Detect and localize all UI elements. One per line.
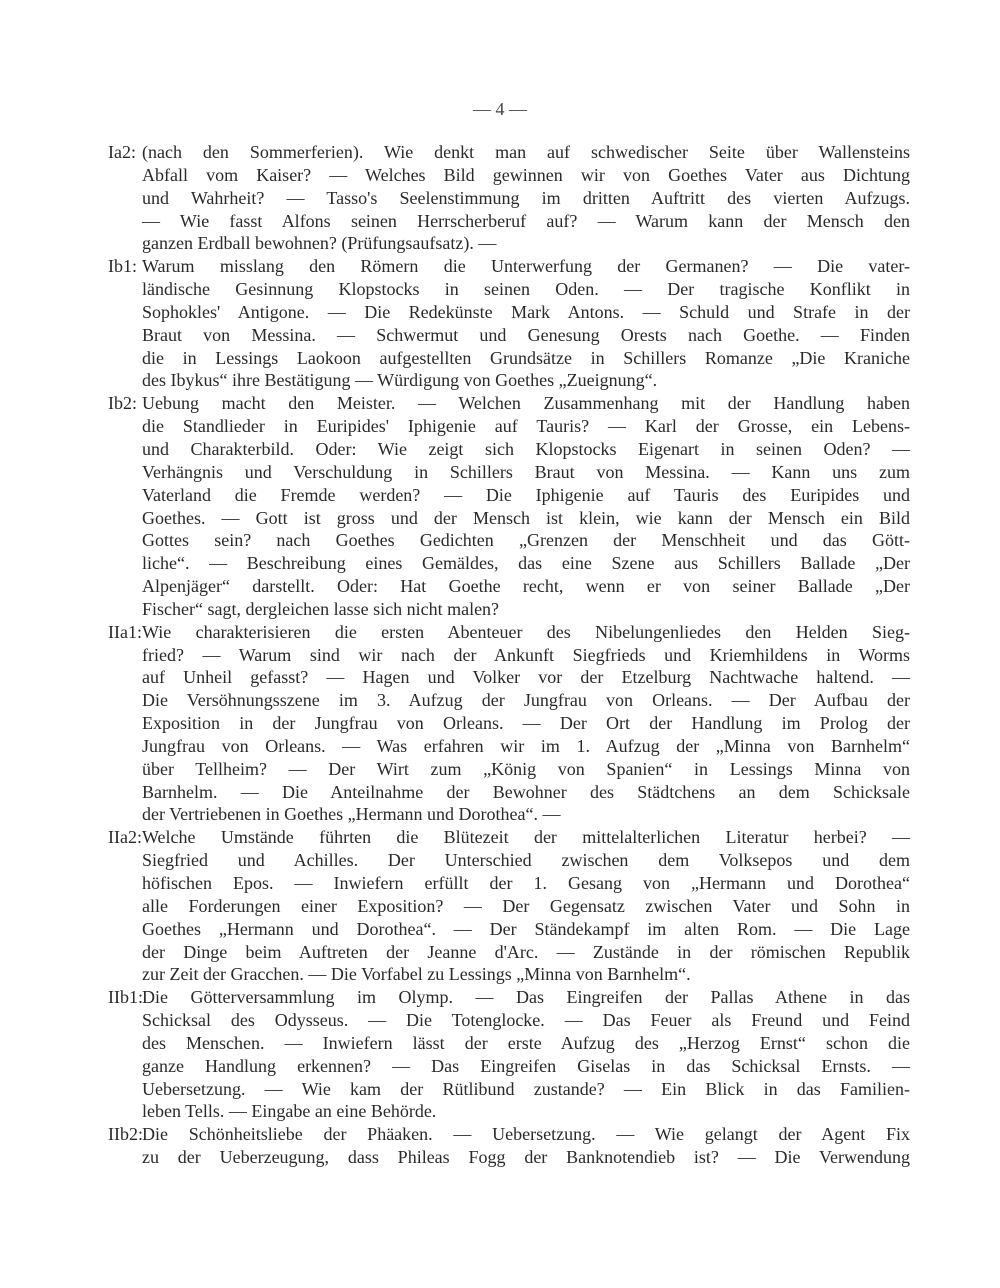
class-label: IIa1: [108,621,142,642]
text-line: (nach den Sommerferien). Wie denkt man auf schwedischer Seite über Wallensteins [142,142,910,162]
class-section [108,141,910,255]
text-line: fried? — Warum sind wir nach der Ankunft Siegfrieds und Kriemhildens in Worms [142,644,910,665]
text-line: Braut von Messina. — Schwermut und Genesung Orests nach Goethe. — Finden [142,324,910,345]
text-line: Goethes. — Gott ist gross und der Mensch ist klein, wie kann der Mensch ein Bild [142,507,910,528]
text-line: Abfall vom Kaiser? — Welches Bild gewinnen wir von Goethes Vater aus Dichtung [142,164,910,185]
text-line: liche“. — Beschreibung eines Gemäldes, das eine Szene aus Schillers Ballade „Der [142,553,910,574]
text-line: höfischen Epos. — Inwiefern erfüllt der 1. Gesang von „Hermann und Dorothea“ [142,873,910,893]
text-line: ganze Handlung erkennen? — Das Eingreifen Giselas in das Schicksal Ernsts. — [142,1055,910,1076]
text-line: Warum misslang den Römern die Unterwerfung der Germanen? — Die vater- [142,256,910,277]
text-line: Goethes „Hermann und Dorothea“. — Der Ständekampf im alten Rom. — Die Lage [142,918,910,939]
text-line: alle Forderungen einer Exposition? — Der Gegensatz zwischen Vater und Sohn in [142,895,910,916]
text-line: des Ibykus“ ihre Bestätigung — Würdigung von Goethes „Zueignung“. [142,370,658,391]
text-line: und Charakterbild. Oder: Wie zeigt sich Klopstocks Eigenart in seinen Oden? — [142,438,910,459]
class-label: IIb1: [108,987,143,1008]
text-line: die Standlieder in Euripides' Iphigenie auf Tauris? — Karl der Grosse, ein Lebens- [142,416,910,437]
text-line: Wie charakterisieren die ersten Abenteuer des Nibelungenliedes den Helden Sieg- [142,621,910,642]
text-line: Die Schönheitsliebe der Phäaken. — Uebersetzung. — Wie gelangt der Agent Fix [142,1124,910,1145]
text-line: Vaterland die Fremde werden? — Die Iphigenie auf Tauris des Euripides und [142,484,910,505]
text-line: Sophokles' Antigone. — Die Redekünste Mark Antons. — Schuld und Strafe in der [142,301,910,322]
text-line: Schicksal des Odysseus. — Die Totenglocke. — Das Feuer als Freund und Feind [142,1010,910,1031]
text-line: leben Tells. — Eingabe an eine Behörde. [142,1101,437,1122]
page-number: — 4 — [473,99,527,119]
class-section [108,986,910,1123]
text-line: zur Zeit der Gracchen. — Die Vorfabel zu Lessings „Minna von Barnhelm“. [142,964,691,985]
text-line: Die Versöhnungsszene im 3. Aufzug der Jungfrau von Orleans. — Der Aufbau der [142,690,910,711]
class-section [108,255,910,392]
text-line: der Dinge beim Auftreten der Jeanne d'Arc. — Zustände in der römischen Republik [142,941,910,962]
text-line: Jungfrau von Orleans. — Was erfahren wir im 1. Aufzug der „Minna von Barnhelm“ [142,735,910,756]
text-line: Verhängnis und Verschuldung in Schillers Braut von Messina. — Kann uns zum [142,461,910,482]
class-section [108,826,910,986]
class-label: Ia2: [108,142,136,162]
text-line: über Tellheim? — Der Wirt zum „König von Spanien“ in Lessings Minna von [142,758,910,779]
text-line: Gottes sein? nach Goethes Gedichten „Grenzen der Menschheit und das Gött- [142,530,910,551]
text-line: und Wahrheit? — Tasso's Seelenstimmung im dritten Auftritt des vierten Aufzugs. [142,187,910,208]
class-section [108,1123,910,1169]
class-label: IIa2: [108,827,142,848]
text-line: Die Götterversammlung im Olymp. — Das Eingreifen der Pallas Athene in das [142,987,910,1008]
class-label: Ib1: [108,256,137,277]
text-line: der Vertriebenen in Goethes „Hermann und Dorothea“. — [142,804,561,825]
text-line: Uebersetzung. — Wie kam der Rütlibund zustande? — Ein Blick in das Familien- [142,1078,910,1099]
text-line: ganzen Erdball bewohnen? (Prüfungsaufsatz). — [142,233,497,254]
text-line: Alpenjäger“ darstellt. Oder: Hat Goethe recht, wenn er von seiner Ballade „Der [142,576,910,597]
text-line: Siegfried und Achilles. Der Unterschied zwischen dem Volksepos und dem [142,850,910,871]
class-label: Ib2: [108,393,137,414]
text-line: auf Unheil gefasst? — Hagen und Volker vor der Etzelburg Nachtwache haltend. — [142,667,910,688]
text-line: Uebung macht den Meister. — Welchen Zusammenhang mit der Handlung haben [142,393,910,414]
text-line: Welche Umstände führten die Blütezeit der mittelalterlichen Literatur herbei? — [142,827,910,848]
class-section [108,392,910,620]
text-line: — Wie fasst Alfons seinen Herrscherberuf auf? — Warum kann der Mensch den [142,210,910,231]
text-line: Fischer“ sagt, dergleichen lasse sich nicht malen? [142,598,500,619]
topic-list [108,141,910,1169]
text-line: ländische Gesinnung Klopstocks in seinen Oden. — Der tragische Konflikt in [142,279,910,300]
text-line: die in Lessings Laokoon aufgestellten Grundsätze in Schillers Romanze „Die Kraniche [142,347,910,368]
text-line: Exposition in der Jungfrau von Orleans. — Der Ort der Handlung im Prolog der [142,713,910,734]
text-line: des Menschen. — Inwiefern lässt der erste Aufzug des „Herzog Ernst“ schon die [142,1032,910,1053]
class-section [108,621,910,827]
text-line: Barnhelm. — Die Anteilnahme der Bewohner des Städtchens an dem Schicksale [142,781,910,802]
class-label: IIb2: [108,1124,143,1145]
text-line: zu der Ueberzeugung, dass Phileas Fogg der Banknotendieb ist? — Die Verwendung [142,1147,910,1168]
